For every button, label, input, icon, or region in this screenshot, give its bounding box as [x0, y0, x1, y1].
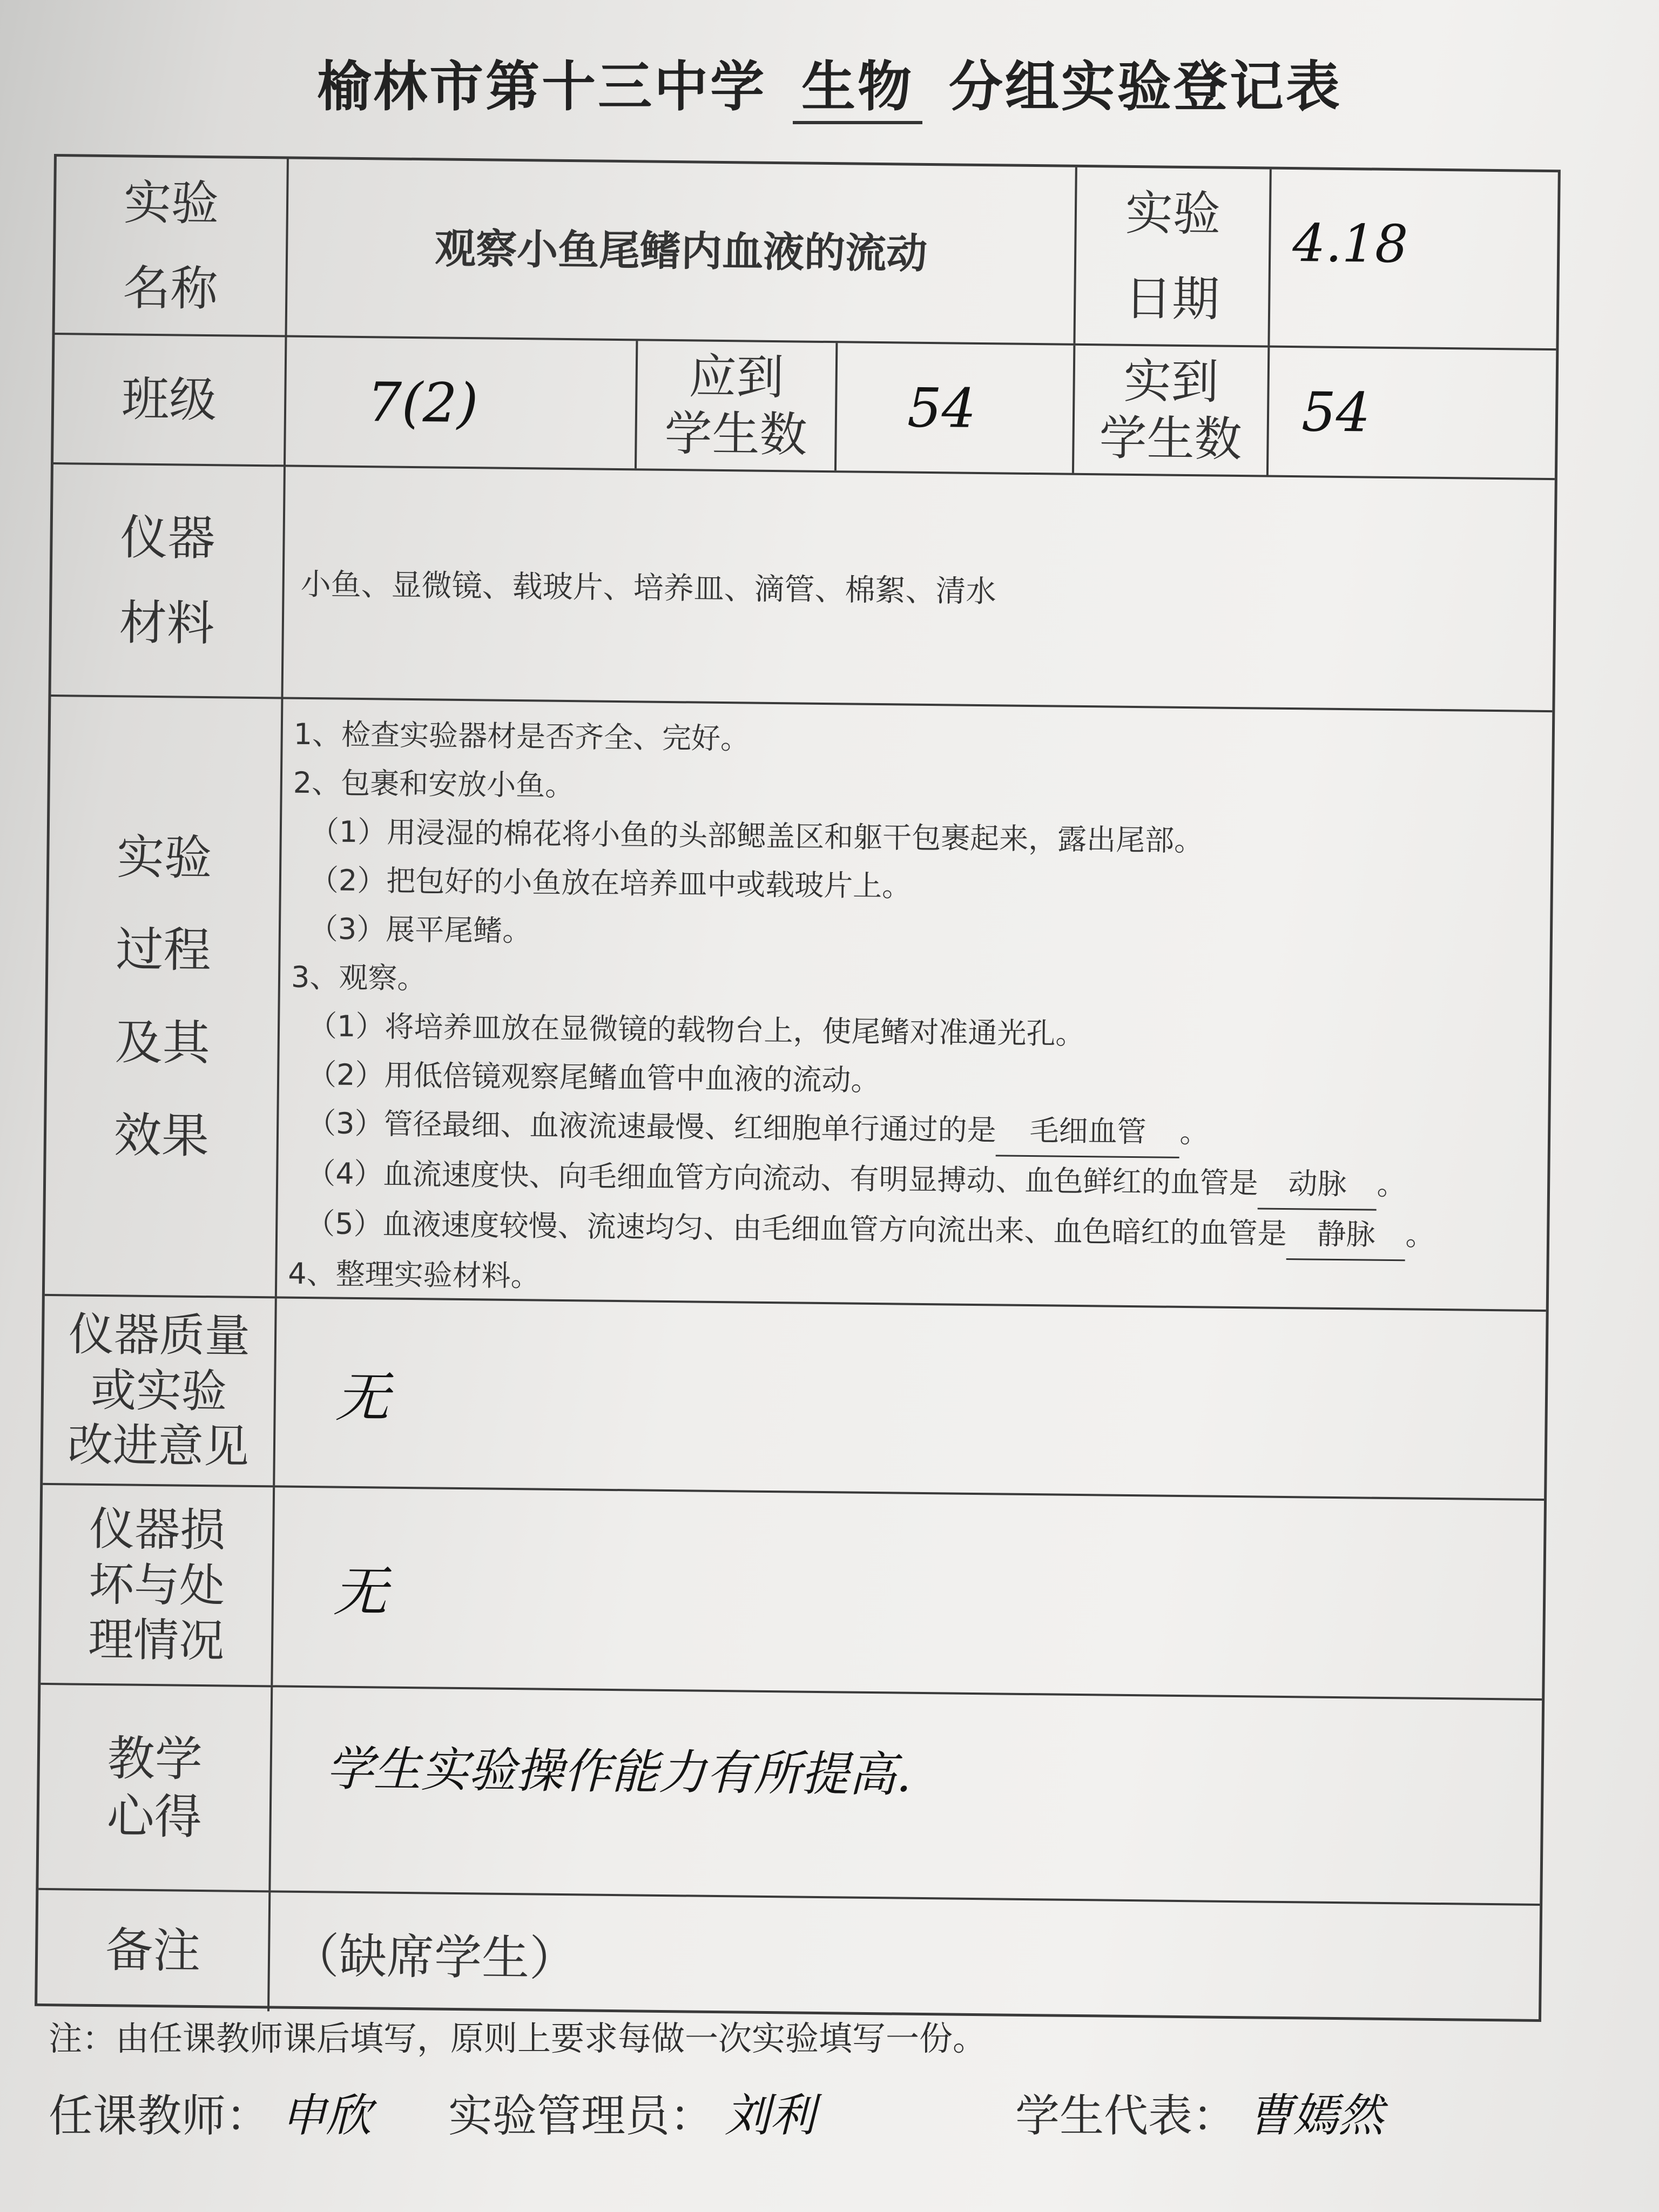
teacher-label: 任课教师： — [49, 2090, 271, 2142]
row-experiment-name — [55, 157, 1557, 350]
row-quality-suggestions — [43, 1296, 1546, 1501]
experiment-name-label: 实验 名称 — [55, 157, 289, 335]
row-teaching-reflection — [38, 1685, 1542, 1906]
row-class-counts — [53, 335, 1556, 480]
damage-handling-value: 无 — [333, 1560, 388, 1624]
expected-students-label: 应到 学生数 — [637, 341, 838, 470]
title-suffix: 分组实验登记表 — [948, 55, 1342, 118]
actual-students-value: 54 — [1301, 380, 1371, 444]
page-title — [0, 43, 1659, 124]
teaching-reflection-value: 学生实验操作能力有所提高. — [326, 1741, 912, 1803]
school-name: 榆林市第十三中学 — [317, 55, 767, 118]
quality-suggestions-value: 无 — [335, 1365, 390, 1429]
step-3-3: （3）管径最细、血液流速最慢、红细胞单行通过的是 — [306, 1106, 996, 1148]
step-2-1: （1）用浸湿的棉花将小鱼的头部鳃盖区和躯干包裹起来，露出尾部。 — [309, 814, 1204, 858]
step-2-2: （2）把包好的小鱼放在培养皿中或载玻片上。 — [309, 863, 912, 903]
registration-form-table — [35, 154, 1561, 2022]
period: 。 — [1179, 1115, 1209, 1150]
answer-capillary: 毛细血管 — [996, 1106, 1180, 1158]
row-remarks — [37, 1890, 1540, 2025]
teaching-reflection-label: 教学 心得 — [38, 1685, 273, 1890]
procedure-steps — [277, 699, 1557, 1310]
class-label: 班级 — [53, 335, 287, 464]
admin-label: 实验管理员： — [448, 2090, 714, 2142]
class-value: 7(2) — [286, 338, 638, 469]
experiment-date-label: 实验 日期 — [1075, 167, 1271, 346]
answer-vein: 静脉 — [1286, 1210, 1406, 1261]
procedure-label: 实验 过程 及其 效果 — [45, 697, 284, 1296]
experiment-date-value: 4.18 — [1292, 213, 1408, 275]
step-3-4: （4）血流速度快、向毛细血管方向流动、有明显搏动、血色鲜红的血管是 — [306, 1156, 1258, 1201]
remarks-label: 备注 — [37, 1890, 271, 2011]
admin-signature-field — [448, 2079, 815, 2144]
row-damage-handling — [41, 1485, 1544, 1701]
remarks-cell — [269, 1892, 1545, 2025]
damage-handling-label: 仪器损 坏与处 理情况 — [41, 1485, 275, 1685]
step-3-2: （2）用低倍镜观察尾鳍血管中血液的流动。 — [307, 1057, 880, 1098]
materials-value: 小鱼、显微镜、载玻片、培养皿、滴管、棉絮、清水 — [300, 567, 996, 610]
teacher-signature-field — [49, 2079, 372, 2144]
student-signature: 曹嫣然 — [1247, 2089, 1384, 2142]
expected-students-value: 54 — [837, 343, 1075, 473]
student-label: 学生代表： — [1015, 2090, 1237, 2142]
actual-students-label: 实到 学生数 — [1074, 346, 1270, 475]
materials-cell — [283, 467, 1560, 711]
subject-field: 生物 — [793, 43, 922, 124]
step-1: 1、检查实验器材是否齐全、完好。 — [293, 717, 750, 756]
step-3: 3、观察。 — [291, 960, 427, 996]
experiment-name-value: 观察小鱼尾鳍内血液的流动 — [287, 159, 1077, 343]
materials-label: 仪器 材料 — [51, 464, 286, 697]
row-procedure — [45, 697, 1552, 1312]
period: 。 — [1377, 1167, 1406, 1202]
admin-signature: 刘利 — [725, 2089, 816, 2142]
footnote: 注：由任课教师课后填写，原则上要求每做一次实验填写一份。 — [49, 2019, 987, 2058]
quality-suggestions-label: 仪器质量 或实验 改进意见 — [43, 1296, 277, 1485]
student-signature-field — [1015, 2079, 1384, 2144]
row-materials — [51, 464, 1554, 712]
answer-artery: 动脉 — [1258, 1159, 1377, 1210]
step-3-5: （5）血液速度较慢、流速均匀、由毛细血管方向流出来、血色暗红的血管是 — [305, 1206, 1287, 1251]
step-2: 2、包裹和安放小鱼。 — [293, 765, 575, 803]
step-2-3: （3）展平尾鳍。 — [308, 912, 532, 948]
step-4: 4、整理实验材料。 — [287, 1256, 540, 1293]
remarks-value: （缺席学生） — [291, 1927, 577, 1987]
teacher-signature: 申欣 — [281, 2089, 372, 2142]
step-3-1: （1）将培养皿放在显微镜的载物台上，使尾鳍对准通光孔。 — [307, 1009, 1085, 1051]
period: 。 — [1405, 1218, 1435, 1252]
